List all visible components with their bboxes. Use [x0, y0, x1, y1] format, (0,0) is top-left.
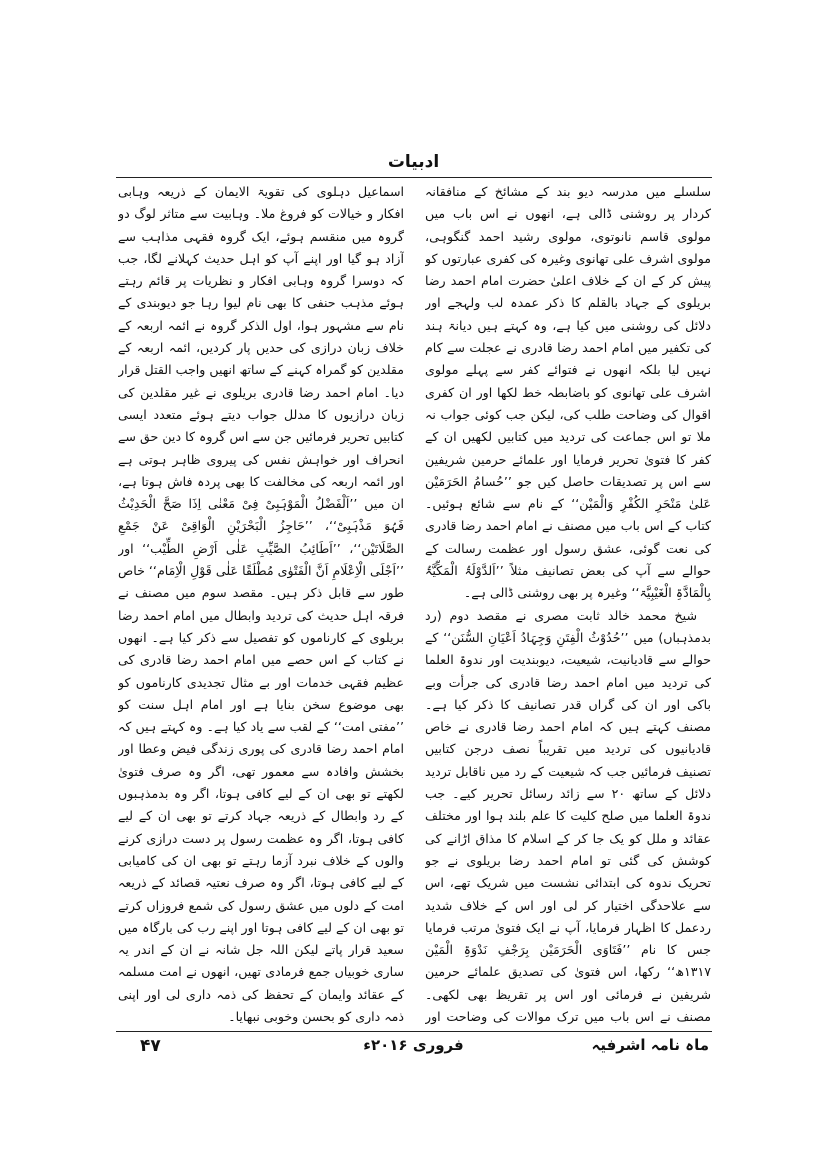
page-number: ۴۷	[140, 1036, 161, 1056]
left-text-column	[118, 181, 404, 1025]
paragraph: اسماعیل دہلوی کی تقویۃ الایمان کے ذریعہ وہابی افکار و خیالات کو فروغ ملا۔ وہابیت سے متاثر لوگ دو گروہ میں منقسم ہوئے، ایک گروہ فقہی مذاہب سے آزاد ہو گیا اور اپنے آپ کو اہل حدیث کہلانے لگا، جب کہ دوسرا گروہ وہابی افکار و نظریات پر قائم رہتے ہوئے مذہب حنفی کا بھی نام لیوا رہا جو دیوبندی کے نام سے مشہور ہوا، اول الذکر گروہ نے ائمہ اربعہ کے خلاف زبان درازی کی حدیں پار کردیں، ائمہ اربعہ کے مقلدین کو گمراہ کہنے کے ساتھ انھیں واجب القتل قرار دیا۔ امام احمد رضا قادری بریلوی نے غیر مقلدین کی زبان درازیوں کا مدلل جواب دیتے ہوئے متعدد ایسی کتابیں تحریر فرمائیں جن سے اس گروہ کا دین حق سے انحراف اور خواہش نفس کی پیروی ظاہر ہوتی ہے اور ائمہ اربعہ کی مخالفت کا بھی پردہ فاش ہوتا ہے، ان میں ’’اَلْفَضْلُ الْمَوْہَبِیْ فِیْ مَعْنٰی اِذَا صَحَّ الْحَدِیْثُ فَہُوَ مَذْہَبِیْ‘‘، ’’حَاجِزُ الْبَحْرَیْنِ الْوَاقِیْ عَنْ جَمْعِ الصَّلَاتَیْن‘‘، ’’اَطَائِبُ الصَّیِّبِ عَلٰی اَرْضِ الطِّیْب‘‘ اور ’’اَجْلَی الْاِعْلَامِ اَنَّ الْفَتْوٰی مُطْلَقًا عَلٰی قَوْلِ الْاِمَام‘‘ خاص طور سے قابل ذکر ہیں۔ مقصد سوم میں مصنف نے فرقہ اہل حدیث کی تردید وابطال میں امام احمد رضا بریلوی کے کارناموں کو تفصیل سے ذکر کیا ہے۔ انھوں نے کتاب کے اس حصے میں امام احمد رضا قادری کی عظیم فقہی خدمات اور بے مثال تجدیدی کارناموں کو بھی موضوع سخن بنایا ہے اور امام اہل سنت کو ’’مفتی امت‘‘ کے لقب سے یاد کیا ہے۔ وہ کہتے ہیں کہ امام احمد رضا قادری کی پوری زندگی فیض وعطا اور بخشش وافادہ سے معمور تھی، اگر وہ صرف فتویٰ لکھتے تو بھی ان کے لیے کافی ہوتا، اگر وہ بدمذہبوں کے رد وابطال کے ذریعہ جہاد کرتے تو بھی ان کے لیے کافی ہوتا، اگر وہ عظمت رسول پر دست درازی کرنے والوں کے خلاف نبرد آزما رہتے تو بھی ان کی کامیابی کے لیے کافی ہوتا، اگر وہ صرف نعتیہ قصائد کے ذریعہ امت کے دلوں میں عشق رسول کی شمع فروزاں کرتے تو بھی ان کے لیے کافی ہوتا اور اپنے رب کی بارگاہ میں سعید قرار پاتے لیکن اللہ جل شانہ نے ان کے اندر یہ ساری خوبیاں جمع فرمادی تھیں، انھوں نے امت مسلمہ کے عقائد وایمان کے تحفظ کی ذمہ داری لی اور اپنی ذمہ داری کو بحسن وخوبی نبھایا۔	[118, 184, 404, 1024]
header-rule	[116, 177, 712, 178]
page-header-title: ادبیات	[387, 152, 440, 172]
paragraph: سلسلے میں مدرسہ دیو بند کے مشائخ کے منافقانہ کردار پر روشنی ڈالی ہے، انھوں نے اس باب میں مولوی قاسم نانوتوی، مولوی رشید احمد گنگوہی، مولوی اشرف علی تھانوی وغیرہ کی کفری عبارتوں کو پیش کر کے ان کے خلاف اعلیٰ حضرت امام احمد رضا بریلوی کے جہاد بالقلم کا ذکر عمدہ لب ولہجے اور دلائل کی روشنی میں کیا ہے، وہ کہتے ہیں دیانۃ ہند کی تکفیر میں امام احمد رضا قادری نے عجلت سے کام نہیں لیا بلکہ انھوں نے فتوائے کفر سے پہلے مولوی اشرف علی تھانوی کو باضابطہ خط لکھا اور ان کفری اقوال کی وضاحت طلب کی، لیکن جب کوئی جواب نہ ملا تو اس جماعت کی تردید میں کتابیں لکھیں ان کے کفر کا فتویٰ تحریر فرمایا اور علمائے حرمین شریفین سے اس پر تصدیقات حاصل کیں جو ’’حُسامُ الحَرَمَیْن عَلیٰ مَنْحَرِ الکُفْرِ وَالْمَیْن‘‘ کے نام سے شائع ہوئیں۔ کتاب کے اس باب میں مصنف نے امام احمد رضا قادری کی نعت گوئی، عشق رسول اور عظمت رسالت کے حوالے سے آپ کی بعض تصانیف مثلاً ’’اَلدَّوْلَۃُ الْمَکِّیَّۃُ بِالْمَادَّۃِ الْغَیْبِیَّۃ‘‘ وغیرہ پر بھی روشنی ڈالی ہے۔	[425, 184, 711, 601]
paragraph: شیخ محمد خالد ثابت مصری نے مقصد دوم (رد بدمذہباں) میں ’’حُدُوْثُ الْفِتَنِ وَجِہَادُ اَعْیَانِ السُّنَن‘‘ کے حوالے سے قادیانیت، شیعیت، دیوبندیت اور ندوۃ العلما کی تردید میں امام احمد رضا قادری کی جرأت وبے باکی اور ان کی گراں قدر تصانیف کا ذکر کیا ہے۔ مصنف کہتے ہیں کہ امام احمد رضا قادری نے خاص قادیانیوں کی تردید میں تقریباً نصف درجن کتابیں تصنیف فرمائیں جب کہ شیعیت کے رد میں ناقابل تردید دلائل کے ساتھ ۲۰ سے زائد رسائل تحریر کیے۔ جب ندوۃ العلما میں صلح کلیت کا علم بلند ہوا اور مختلف عقائد و ملل کو یک جا کر کے اسلام کا مذاق اڑانے کی کوشش کی گئی تو امام احمد رضا بریلوی نے جو تحریک ندوہ کی ابتدائی نشست میں شریک تھے، اس سے علاحدگی اختیار کر لی اور اس کے خلاف شدید ردعمل کا اظہار فرمایا، آپ نے ایک فتویٰ مرتب فرمایا جس کا نام ’’فَتَاوَی الْحَرَمَیْن بِرَجْفِ نَدْوَۃِ الْمَیْن ۱۳۱۷ھ‘‘ رکھا، اس فتویٰ کی تصدیق علمائے حرمین شریفین نے فرمائی اور اس پر تقریظ بھی لکھی۔ مصنف نے اس باب میں ترک موالات کی وضاحت اور	[425, 607, 711, 1024]
right-text-column	[425, 181, 711, 1025]
footer-rule	[116, 1031, 712, 1032]
magazine-name: ماہ نامہ اشرفیہ	[591, 1036, 709, 1054]
issue-date: فروری ۲۰۱۶ء	[363, 1036, 464, 1054]
